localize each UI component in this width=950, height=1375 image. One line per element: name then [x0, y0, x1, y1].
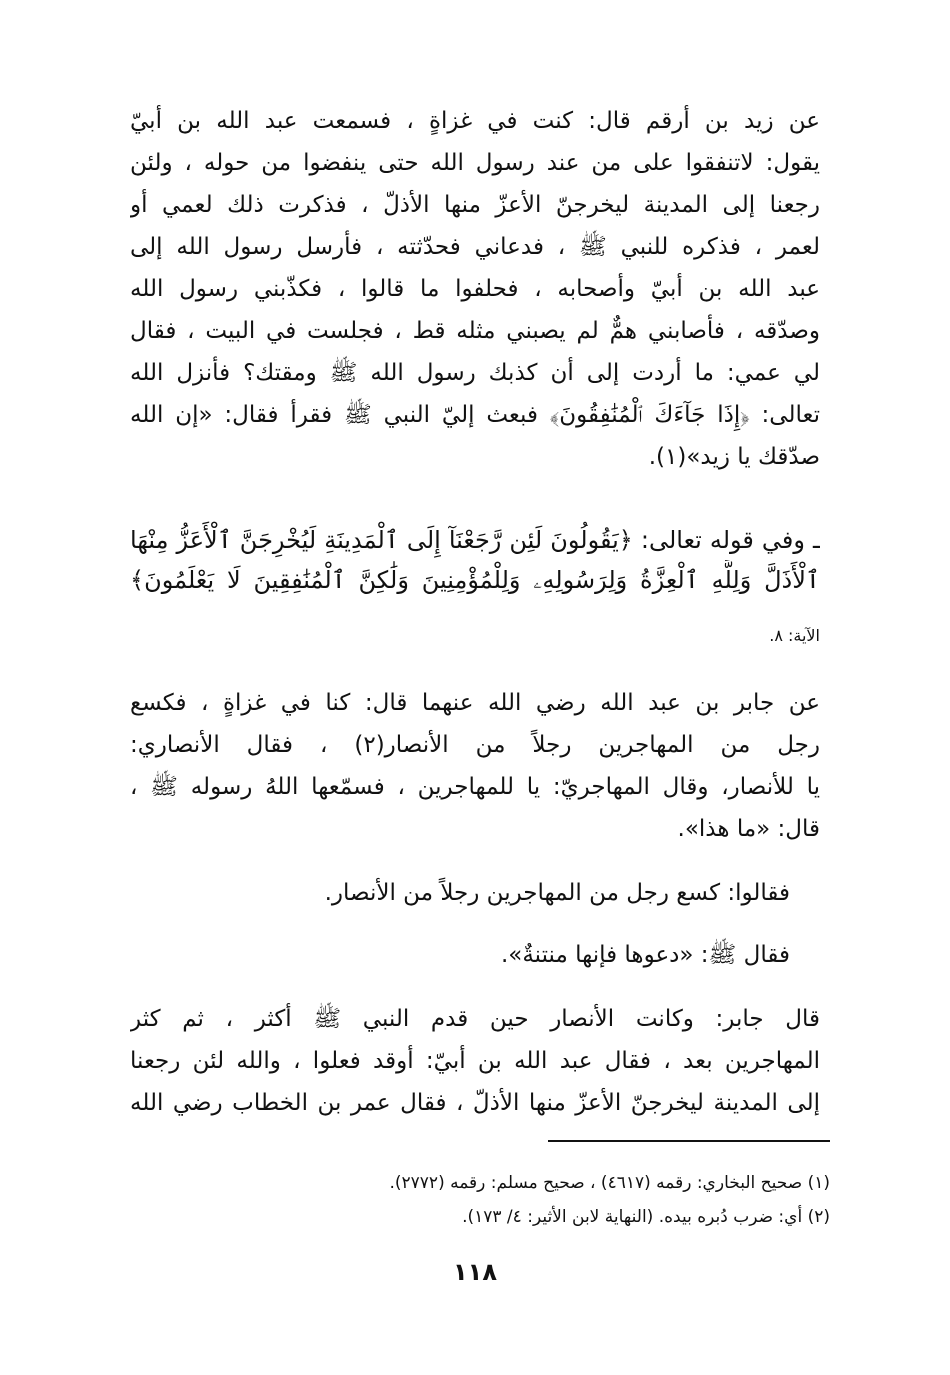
paragraph-jabir-said: [130, 998, 820, 1124]
verse-reference: الآية: ٨.: [769, 626, 820, 645]
verse-line: ـ وفي قوله تعالى: ﴿يَقُولُونَ لَئِن رَّجَعْنَآ إِلَى ٱلْمَدِينَةِ لَيُخْرِجَنَّ ٱلْأَعَزُّ مِنْهَا: [130, 526, 820, 554]
verse-line: ٱلْأَذَلَّ وَلِلَّهِ ٱلْعِزَّةُ وَلِرَسُولِهِۦ وَلِلْمُؤْمِنِينَ وَلَٰكِنَّ ٱلْمُنَٰفِقِينَ لَا يَعْلَمُونَ﴾: [130, 566, 820, 594]
paragraph-prophet-said: [130, 934, 820, 976]
text-line: المهاجرين بعد ، فقال عبد الله بن أبيّ: أوقد فعلوا ، والله لئن رجعنا: [130, 1048, 820, 1074]
text-line: عن جابر بن عبد الله رضي الله عنهما قال: كنا في غزاةٍ ، فكسع: [130, 690, 820, 716]
text-line: فقال ﷺ: «دعوها فإنها منتنةٌ».: [500, 942, 790, 968]
text-line: رجعنا إلى المدينة ليخرجنّ الأعزّ منها الأذلّ ، فذكرت ذلك لعمي أو: [130, 192, 820, 218]
quran-verse-block: [130, 520, 820, 600]
footnotes: [200, 1166, 830, 1234]
paragraph-zaid-hadith: [130, 100, 820, 478]
text-line: إلى المدينة ليخرجنّ الأعزّ منها الأذلّ ، فقال عمر بن الخطاب رضي الله: [130, 1090, 820, 1116]
text-line: لعمر ، فذكره للنبي ﷺ ، فدعاني فحدّثته ، فأرسل رسول الله إلى: [130, 234, 820, 260]
text-line: وصدّقه ، فأصابني همٌّ لم يصبني مثله قط ، فجلست في البيت ، فقال: [130, 318, 820, 344]
text-line: رجل من المهاجرين رجلاً من الأنصار(٢) ، فقال الأنصاري:: [130, 732, 820, 758]
paragraph-jabir-hadith: [130, 682, 820, 850]
text-line: صدّقك يا زيد»(١).: [648, 444, 820, 470]
text-line: يا للأنصار، وقال المهاجريّ: يا للمهاجرين ، فسمّعها اللهُ رسوله ﷺ ،: [130, 774, 820, 800]
text-line: قال: «ما هذا».: [677, 816, 820, 842]
text-line: تعالى: ﴿إِذَا جَآءَكَ ٱلْمُنَٰفِقُونَ﴾ فبعث إليّ النبي ﷺ فقرأ فقال: «إن الله: [130, 402, 820, 428]
text-line: يقول: لاتنفقوا على من عند رسول الله حتى ينفضوا من حوله ، ولئن: [130, 150, 820, 176]
text-line: عن زيد بن أرقم قال: كنت في غزاةٍ ، فسمعت عبد الله بن أبيّ: [130, 108, 820, 134]
text-line: قال جابر: وكانت الأنصار حين قدم النبي ﷺ أكثر ، ثم كثر: [130, 1006, 820, 1032]
footnote-1: (١) صحيح البخاري: رقمه (٤٦١٧) ، صحيح مسلم: رقمه (٢٧٧٢).: [389, 1173, 830, 1193]
footnote-2: (٢) أي: ضرب دُبره بيده. (النهاية لابن الأثير: ٤/ ١٧٣).: [462, 1207, 830, 1227]
text-line: لي عمي: ما أردت إلى أن كذبك رسول الله ﷺ ومقتك؟ فأنزل الله: [130, 360, 820, 386]
text-line: عبد الله بن أبيّ وأصحابه ، فحلفوا ما قالوا ، فكذّبني رسول الله: [130, 276, 820, 302]
paragraph-they-said: [130, 872, 820, 914]
text-line: فقالوا: كسع رجل من المهاجرين رجلاً من الأنصار.: [324, 880, 790, 906]
footnote-divider: [548, 1140, 830, 1142]
page-number: ١١٨: [453, 1258, 497, 1286]
